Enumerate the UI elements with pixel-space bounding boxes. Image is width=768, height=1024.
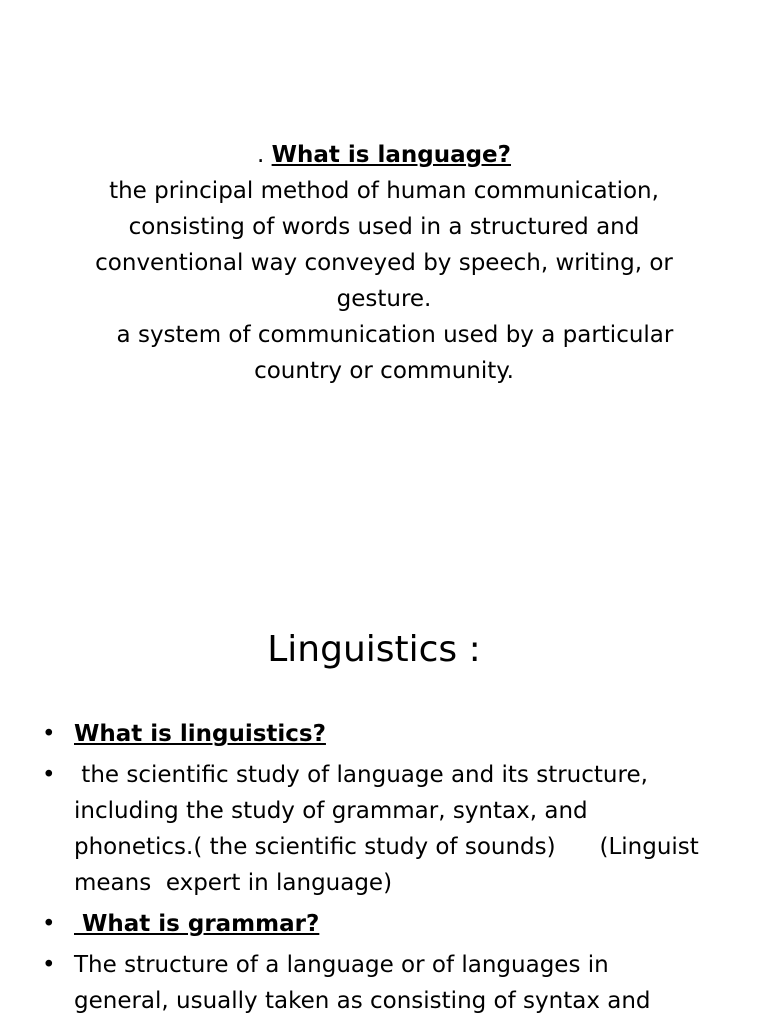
bullet-text-line: including the study of grammar, syntax, and: [74, 798, 588, 824]
bullet-dot: •: [42, 911, 56, 937]
definition-line: conventional way conveyed by speech, writing, or: [95, 250, 673, 276]
bullet-item: [42, 947, 742, 1019]
linguistics-title: Linguistics :: [267, 629, 481, 670]
definition-line: the principal method of human communication,: [109, 178, 659, 204]
linguistics-question: What is linguistics?: [74, 721, 326, 747]
linguistics-bullet-list: [42, 716, 742, 1024]
definition-line: consisting of words used in a structured and: [128, 214, 640, 240]
bullet-text-line: phonetics.( the scientific study of sounds) (Linguist: [74, 834, 699, 860]
grammar-question: What is grammar?: [74, 911, 320, 937]
definition-line: a system of communication used by a particular: [94, 322, 674, 348]
bullet-dot: •: [42, 762, 56, 788]
language-question: What is language?: [271, 142, 511, 168]
definition-line: gesture.: [336, 286, 432, 312]
language-definition-block: [60, 137, 708, 389]
bullet-item: [42, 906, 742, 942]
language-heading: [60, 137, 708, 173]
bullet-item: [42, 757, 742, 901]
bullet-text-line: The structure of a language or of languages in: [74, 952, 609, 978]
bullet-dot: •: [42, 721, 56, 747]
bullet-text-line: the scientific study of language and its structure,: [74, 762, 648, 788]
bullet-dot: •: [42, 952, 56, 978]
bullet-text-line: general, usually taken as consisting of syntax and: [74, 988, 651, 1014]
bullet-item: [42, 716, 742, 752]
definition-line: country or community.: [254, 358, 514, 384]
heading-prefix: .: [256, 142, 272, 168]
bullet-text-line: means expert in language): [74, 870, 393, 896]
